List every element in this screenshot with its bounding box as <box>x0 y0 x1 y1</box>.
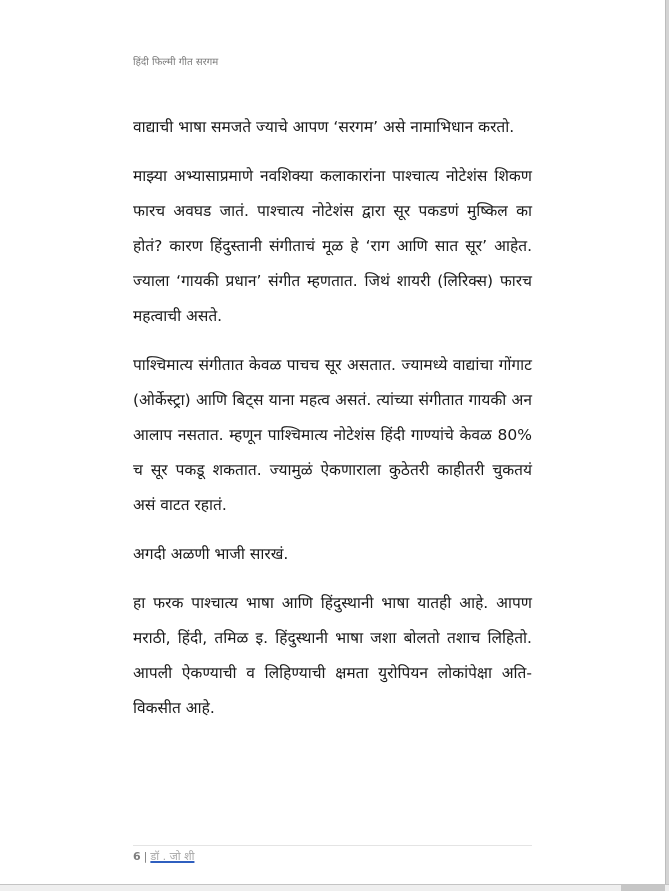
author-name: डॉ . जो शी <box>150 850 195 863</box>
horizontal-scroll-track[interactable] <box>0 884 669 891</box>
horizontal-scrollbar-thumb[interactable] <box>621 885 665 891</box>
footer-separator: | <box>143 850 148 863</box>
paragraph: अगदी अळणी भाजी सारखं. <box>133 545 289 563</box>
page-footer <box>133 849 194 864</box>
page-number: 6 <box>133 850 141 863</box>
document-body <box>133 110 532 740</box>
paragraph: पाश्चिमात्य संगीतात केवळ पाचच सूर असतात. ज्यामध्ये वाद्यांचा गोंगाट (ओर्केस्ट्रा) आणि बिट्स याना महत्व असतं. त्यांच्या संगीतात गायकी अन आलाप नसतात. म्हणून पाश्चिमात्य नोटेशंस हिंदी गाण्यांचे केवळ 80% च सूर पकडू शकतात. ज्यामुळं ऐकणाराला कुठेतरी काहीतरी चुकतयं असं वाटत रहातं. <box>133 356 532 514</box>
vertical-scroll-track[interactable] <box>665 0 669 891</box>
footer-divider <box>133 845 532 846</box>
paragraph: हा फरक पाश्चात्य भाषा आणि हिंदुस्थानी भाषा यातही आहे. आपण मराठी, हिंदी, तमिळ इ. हिंदुस्थानी भाषा जशा बोलतो तशाच लिहितो. आपली ऐकण्याची व लिहिण्याची क्षमता युरोपियन लोकांपेक्षा अति-विकसीत आहे. <box>133 594 532 717</box>
paragraph: माझ्या अभ्यासाप्रमाणे नवशिक्या कलाकारांना पाश्चात्य नोटेशंस शिकण फारच अवघड जातं. पाश्चात्य नोटेशंस द्वारा सूर पकडणं मुष्किल का होतं? कारण हिंदुस्तानी संगीताचं मूळ हे ‘राग आणि सात सूर’ आहेत. ज्याला ‘गायकी प्रधान’ संगीत म्हणतात. जिथं शायरी (लिरिक्स) फारच महत्वाची असते. <box>133 167 532 325</box>
paragraph: वाद्याची भाषा समजते ज्याचे आपण ‘सरगम’ असे नामाभिधान करतो. <box>133 118 515 136</box>
page-header: हिंदी फिल्मी गीत सरगम <box>133 57 219 68</box>
